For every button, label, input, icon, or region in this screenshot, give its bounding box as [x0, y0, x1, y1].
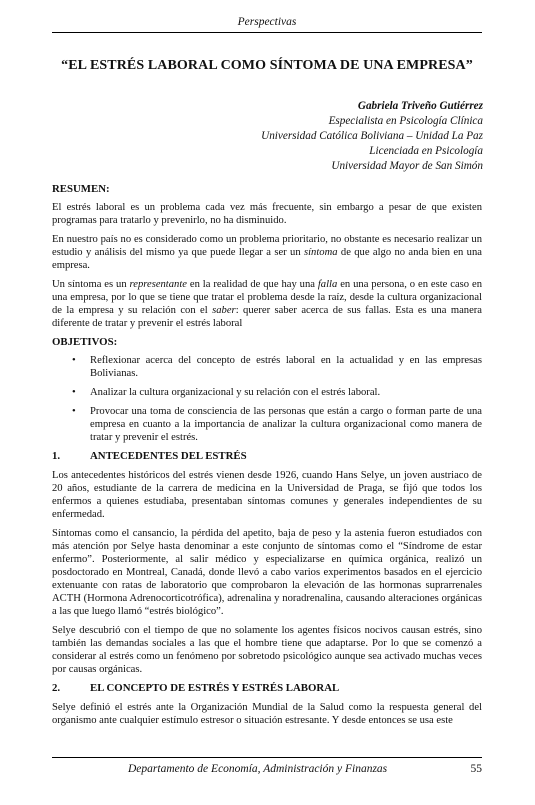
text-run: Un síntoma es un	[52, 279, 130, 290]
resumen-heading: RESUMEN:	[52, 183, 110, 195]
section-number: 1.	[52, 450, 61, 462]
list-item	[52, 354, 482, 380]
bullet-icon: •	[72, 355, 76, 366]
section-2-heading	[52, 682, 482, 695]
section-2-paragraph-1: Selye definió el estrés ante la Organización Mundial de la Salud como la respuesta general del organismo ante cualquier estímulo estresor o situación estresante. Y desde entonces se usa este	[52, 702, 482, 726]
text-run: en la realidad de que hay una	[187, 279, 318, 290]
author-name: Gabriela Triveño Gutiérrez	[357, 100, 483, 112]
objetivos-heading: OBJETIVOS:	[52, 336, 118, 348]
section-number: 2.	[52, 682, 61, 694]
resumen-paragraph-2	[52, 233, 482, 272]
affiliation-line: Universidad Mayor de San Simón	[331, 160, 483, 172]
affiliation-line: Especialista en Psicología Clínica	[328, 115, 483, 127]
list-item	[52, 386, 482, 399]
section-title: ANTECEDENTES DEL ESTRÉS	[90, 450, 247, 462]
article-body	[52, 183, 482, 733]
page-number: 55	[470, 763, 482, 775]
running-head: Perspectivas	[237, 16, 297, 28]
emphasis-falla: falla	[317, 279, 338, 290]
resumen-paragraph-1: El estrés laboral es un problema cada vez más frecuente, sin embargo a pesar de que existen programas para tratarlo y prevenirlo, no ha disminuido.	[52, 202, 482, 226]
emphasis-representante: representante	[129, 279, 187, 290]
affiliation-line: Licenciada en Psicología	[369, 145, 483, 157]
header-rule	[52, 32, 482, 33]
footer-department: Departamento de Economía, Administración y Finanzas	[128, 763, 388, 775]
affiliation-line: Universidad Católica Boliviana – Unidad La Paz	[261, 130, 483, 142]
section-1-paragraph-1: Los antecedentes históricos del estrés vienen desde 1926, cuando Hans Selye, un joven austriaco de 20 años, estudiante de la carrera de medicina en la Universidad de Praga, se fijó que todos los enfermos a quienes estudiaba, presentaban síntomas comunes y generales independientes de su enfermedad.	[52, 470, 482, 520]
list-item	[52, 405, 482, 444]
article-title: “EL ESTRÉS LABORAL COMO SÍNTOMA DE UNA EMPRESA”	[61, 58, 473, 73]
text-run: En nuestro país no es considerado como un problema prioritario, no obstante es necesario realizar un estudio y análisis del mismo ya que puede llegar a ser un	[52, 234, 482, 258]
section-title: EL CONCEPTO DE ESTRÉS Y ESTRÉS LABORAL	[90, 682, 340, 694]
list-item-text: Analizar la cultura organizacional y su relación con el estrés laboral.	[90, 387, 381, 398]
text-run: en una persona, o en este caso en una empresa, por lo que se tiene que tratar el problema desde la raíz, desde la cultura organizacional de la empresa y su relación con el	[52, 279, 482, 316]
text-run: : querer saber acerca de sus fallas. Esta es una manera diferente de tratar y prevenir el estrés laboral	[52, 305, 483, 329]
objectives-list	[52, 354, 482, 444]
byline	[261, 99, 483, 174]
text-run: de que algo no anda bien en una empresa.	[52, 247, 482, 271]
section-1-paragraph-2: Síntomas como el cansancio, la pérdida del apetito, baja de peso y la astenia fueron estudiados con más atención por Selye hasta denominar a este conjunto de síntomas como el “Síndrome de estar enfermo”. Posteriormente, al salir médico y especializarse en química orgánica, realizó un posdoctorado en Montreal, Canadá, donde llevó a cabo varios experimentos basados en el ejercicio extenuante con ratas de laboratorio que comprobaron la elevación de las hormonas suprarrenales ACTH (Hormona Adrenocorticotrófica), adrenalina y noradrenalina, causando alteraciones orgánicas a las que luego llamó “estrés biológico”.	[52, 528, 482, 617]
footer-rule	[52, 757, 482, 758]
list-item-text: Provocar una toma de consciencia de las personas que están a cargo o forman parte de una empresa en cuanto a la importancia de analizar la cultura organizacional como manera de tratar y prevenir el estrés.	[90, 406, 482, 443]
bullet-icon: •	[72, 387, 76, 398]
list-item-text: Reflexionar acerca del concepto de estrés laboral en la actualidad y en las empresas Bolivianas.	[90, 355, 482, 379]
bullet-icon: •	[72, 406, 76, 417]
section-1-paragraph-3: Selye descubrió con el tiempo de que no solamente los agentes físicos nocivos causan estrés, sino también las demandas sociales a las que el hombre tiene que adaptarse. Por lo que se comenzó a considerar al estrés como un fenómeno por sobretodo psicológico aunque sea activado muchas veces por causas orgánicas.	[52, 625, 482, 675]
emphasis-sintoma: síntoma	[303, 247, 338, 258]
emphasis-saber: saber	[212, 305, 236, 316]
resumen-paragraph-3	[52, 278, 482, 330]
section-1-heading	[52, 450, 482, 463]
